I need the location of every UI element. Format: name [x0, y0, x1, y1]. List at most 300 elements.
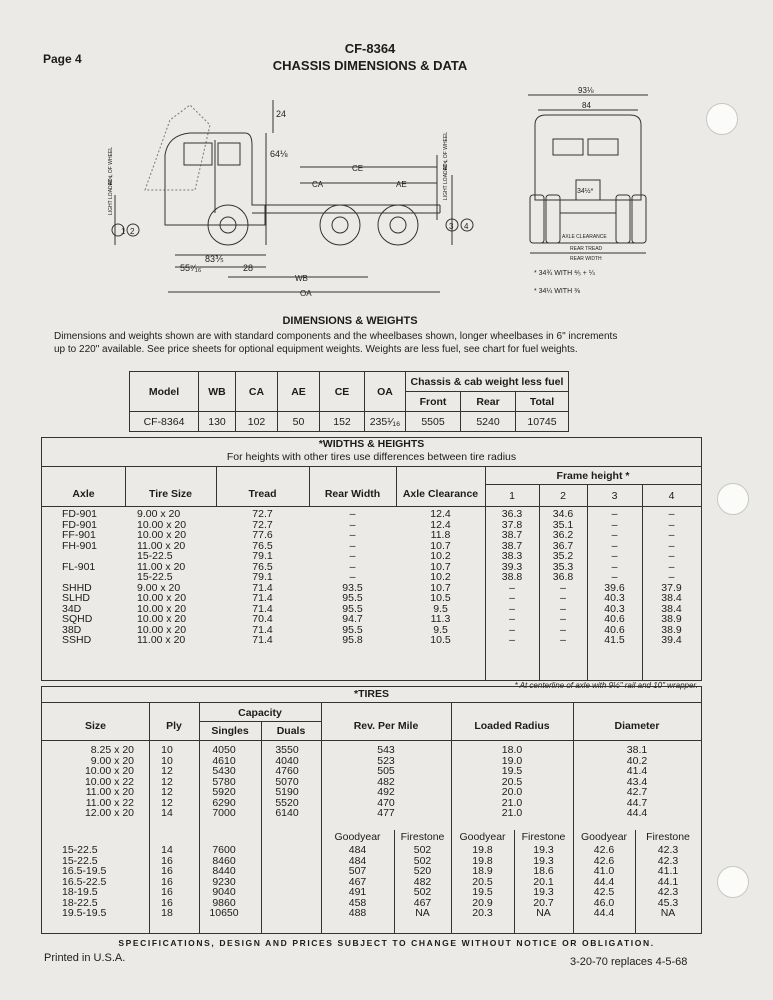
g2-diameter-firestone-column — [635, 845, 701, 919]
table-cell: 37.8 — [501, 518, 523, 531]
widths-heights-title: *WIDTHS & HEIGHTS — [318, 438, 425, 450]
model-code: CF-8364 — [344, 41, 396, 56]
table-cell: 16 — [161, 865, 173, 877]
table-cell: 15-22.5 — [137, 571, 173, 583]
table-cell: 11.00 x 20 — [137, 539, 186, 552]
revision-label: 3-20-70 replaces 4-5-68 — [570, 956, 688, 968]
hdr-singles: Singles — [211, 725, 249, 737]
table-cell: 40.6 — [604, 613, 625, 625]
table-cell: – — [668, 508, 675, 520]
table-cell: 6140 — [275, 807, 299, 819]
table-cell: 9.00 x 20 — [90, 754, 134, 767]
table-cell: 42.6 — [593, 854, 615, 867]
table-cell: 35.3 — [552, 560, 574, 573]
hdr-ce: CE — [320, 372, 365, 412]
table-cell: – — [349, 508, 356, 520]
cell-wb: 130 — [199, 412, 236, 432]
table-cell: FD-901 — [62, 518, 98, 531]
table-cell: 10.00 x 20 — [84, 765, 134, 777]
hdr-loaded-radius: Loaded Radius — [474, 720, 550, 732]
table-cell: 40.3 — [604, 592, 625, 604]
table-cell: 4050 — [212, 744, 236, 756]
table-row — [130, 412, 569, 432]
hdr-ply: Ply — [166, 720, 182, 732]
table-cell: 458 — [348, 896, 367, 909]
table-cell: 40.3 — [604, 602, 625, 615]
table-cell: 467 — [348, 875, 367, 888]
table-cell: 6290 — [212, 796, 236, 809]
table-cell: 12.4 — [430, 508, 451, 520]
table-cell: 18.0 — [501, 744, 523, 756]
table-cell: 10.00 x 20 — [137, 529, 187, 541]
cell-ce: 152 — [320, 412, 365, 432]
table-cell: 19.5 — [501, 765, 523, 777]
g2-rev-firestone-column — [394, 845, 451, 919]
table-cell: 36.2 — [552, 529, 574, 541]
table-cell: 4040 — [275, 754, 299, 767]
table-cell: 94.7 — [342, 613, 363, 625]
table-cell: 16 — [161, 875, 173, 888]
frame-height-3-column — [587, 509, 642, 646]
table-cell: – — [509, 602, 515, 615]
table-cell: – — [611, 518, 618, 531]
table-cell: 12 — [161, 786, 173, 798]
dim-84: 84 — [582, 101, 591, 110]
frame-height-2-column — [539, 509, 587, 646]
page-label: Page 4 — [43, 52, 82, 66]
table-cell: 38.7 — [501, 529, 523, 541]
table-cell: SSHD — [62, 634, 92, 646]
dimensions-heading: DIMENSIONS & WEIGHTS — [282, 315, 418, 327]
table-cell: 9.00 x 20 — [137, 581, 181, 594]
table-cell: SQHD — [62, 613, 93, 625]
table-cell: 18-22.5 — [62, 896, 98, 909]
binder-hole-bottom — [717, 866, 749, 898]
table-cell: 39.4 — [661, 634, 682, 646]
table-cell: 38.7 — [501, 539, 523, 552]
rev-goodyear-label: Goodyear — [334, 831, 381, 843]
dia-firestone-label: Firestone — [646, 831, 690, 843]
table-cell: 14 — [161, 844, 173, 856]
table-cell: – — [349, 518, 356, 531]
table-cell: 71.4 — [252, 634, 273, 646]
table-cell: 10.2 — [430, 571, 451, 583]
hdr-rear-width: Rear Width — [324, 488, 381, 500]
dim-ca: CA — [312, 180, 324, 189]
page-title — [220, 40, 520, 74]
table-cell: 488 — [348, 907, 367, 919]
table-cell: – — [668, 571, 675, 583]
table-cell: FL-901 — [62, 560, 96, 573]
table-cell: 42.3 — [657, 854, 679, 867]
hdr-oa: OA — [365, 372, 406, 412]
hdr-rev-per-mile: Rev. Per Mile — [353, 720, 419, 732]
hdr-tread: Tread — [248, 488, 277, 500]
g2-ply-column — [149, 845, 185, 919]
table-cell: 19.8 — [472, 854, 493, 867]
table-cell: 18 — [161, 907, 173, 919]
table-cell: 7000 — [212, 807, 236, 819]
g2-singles-column — [199, 845, 249, 919]
right-light-loaded-label: LIGHT LOADED — [443, 163, 449, 200]
disclaimer: SPECIFICATIONS, DESIGN AND PRICES SUBJECT TO CHANGE WITHOUT NOTICE OR OBLIGATION. — [118, 938, 655, 948]
table-cell: 34D — [62, 602, 82, 615]
binder-hole-middle — [717, 483, 749, 515]
dim-28: 28 — [243, 263, 254, 273]
table-cell: – — [560, 613, 566, 625]
table-cell: – — [668, 539, 675, 552]
table-cell: 11.00 x 20 — [85, 786, 134, 798]
table-cell: 523 — [377, 754, 395, 767]
table-cell: 40.6 — [604, 623, 625, 636]
table-cell: 38.4 — [661, 592, 682, 604]
g2-radius-firestone-column — [514, 845, 573, 919]
table-cell: 41.4 — [626, 765, 648, 777]
dia-goodyear-label: Goodyear — [580, 831, 628, 843]
cell-model: CF-8364 — [130, 412, 199, 432]
table-cell: 10.7 — [430, 581, 451, 594]
table-cell: 10 — [161, 754, 173, 767]
cell-ae: 50 — [278, 412, 320, 432]
table-cell: 71.4 — [252, 592, 273, 604]
hdr-tire-size: Tire Size — [149, 488, 192, 500]
table-cell: 20.1 — [533, 875, 554, 888]
g1-ply-column — [149, 745, 185, 819]
frame-height-footnote: * At centerline of axle with 9½" rail and 10" wrapper. — [514, 681, 698, 690]
table-cell: 502 — [413, 854, 432, 867]
table-cell: 9230 — [212, 875, 236, 888]
g1-rev-column — [321, 745, 451, 819]
table-cell: 3550 — [275, 744, 299, 756]
table-cell: 46.0 — [593, 896, 615, 909]
hdr-capacity: Capacity — [238, 707, 282, 719]
radius-firestone-label: Firestone — [521, 831, 566, 843]
table-cell: 36.8 — [552, 571, 574, 583]
hdr-fh-1: 1 — [509, 490, 515, 502]
dim-64: 64⅛ — [270, 149, 288, 159]
table-cell: 38.8 — [501, 571, 523, 583]
table-cell: 10.2 — [430, 550, 451, 562]
table-cell: 76.5 — [252, 539, 273, 552]
frame-height-4-column — [642, 509, 701, 646]
table-cell: 19.3 — [533, 854, 554, 867]
table-cell: – — [349, 539, 356, 552]
dimensions-note-line-1: Dimensions and weights shown are with standard components and the wheelbases shown, longer wheelbases in 6" increments — [54, 331, 618, 342]
table-cell: – — [509, 592, 515, 604]
hdr-ae: AE — [278, 372, 320, 412]
left-light-loaded-label: LIGHT LOADED — [108, 178, 114, 215]
table-cell: 79.1 — [252, 571, 273, 583]
radius-goodyear-label: Goodyear — [459, 831, 506, 843]
hdr-rear: Rear — [461, 392, 516, 412]
table-cell: 44.7 — [626, 796, 648, 809]
hdr-fh-4: 4 — [668, 490, 675, 502]
table-cell: 42.7 — [626, 786, 648, 798]
table-cell: 482 — [413, 875, 432, 888]
printed-in-label: Printed in U.S.A. — [44, 952, 126, 964]
model-weight-table — [129, 371, 569, 432]
table-cell: 39.3 — [501, 560, 523, 573]
table-cell: 20.3 — [472, 907, 493, 919]
title-heading: CHASSIS DIMENSIONS & DATA — [272, 58, 468, 73]
g1-diameter-column — [573, 745, 701, 819]
marker-1: 1 — [121, 227, 126, 236]
table-cell: 19.5-19.5 — [62, 907, 107, 919]
g2-size-column — [62, 845, 148, 919]
dimensions-notes — [54, 330, 617, 356]
table-cell: 520 — [413, 865, 432, 877]
table-cell: SHHD — [62, 581, 92, 594]
table-cell: – — [668, 550, 675, 562]
g2-diameter-goodyear-column — [573, 845, 635, 919]
table-cell: 20.0 — [501, 786, 523, 798]
g1-singles-column — [199, 745, 249, 819]
hdr-ca: CA — [236, 372, 278, 412]
table-cell: 36.7 — [552, 539, 574, 552]
table-cell: 95.5 — [342, 623, 363, 636]
table-cell: 44.1 — [657, 875, 679, 888]
table-cell: 8460 — [212, 854, 236, 867]
table-cell: 38.9 — [661, 613, 682, 625]
table-cell: 93.5 — [342, 581, 363, 594]
table-cell: 9.5 — [433, 602, 448, 615]
table-cell: 21.0 — [501, 807, 523, 819]
table-cell: 5070 — [275, 775, 299, 788]
table-cell: 16.5-19.5 — [62, 865, 107, 877]
hdr-total: Total — [516, 392, 569, 412]
table-cell: 10.00 x 20 — [137, 613, 187, 625]
table-cell: 470 — [377, 796, 395, 809]
g2-radius-goodyear-column — [451, 845, 514, 919]
table-cell: 43.4 — [626, 775, 648, 788]
table-cell: 39.6 — [604, 581, 625, 594]
table-cell: 502 — [413, 844, 432, 856]
tires-table — [41, 686, 702, 934]
table-cell: – — [349, 550, 356, 562]
table-cell: 71.4 — [252, 623, 273, 636]
table-cell: 11.8 — [430, 529, 451, 541]
table-cell: 16.5-22.5 — [62, 875, 107, 888]
hdr-front: Front — [406, 392, 461, 412]
rear-width-column — [309, 509, 396, 646]
table-cell: 7600 — [212, 844, 236, 856]
front-note-1: * 34¾ WITH ⅘ + ¼ — [534, 270, 595, 277]
table-cell: – — [668, 529, 675, 541]
table-cell: – — [560, 581, 566, 594]
hdr-axle: Axle — [72, 488, 95, 500]
table-cell: – — [611, 560, 618, 573]
table-cell: – — [560, 592, 566, 604]
table-cell: 16 — [161, 886, 173, 898]
table-cell: 38D — [62, 623, 82, 636]
table-cell: – — [349, 571, 356, 583]
table-cell: NA — [660, 907, 676, 919]
table-cell: 20.5 — [472, 875, 493, 888]
table-cell: 72.7 — [252, 518, 273, 531]
side-view-diagram — [100, 95, 490, 305]
table-cell: 76.5 — [252, 560, 273, 573]
table-cell: 10.00 x 20 — [137, 592, 187, 604]
table-cell: 95.5 — [342, 602, 363, 615]
table-cell: 21.0 — [501, 796, 523, 809]
table-cell: 12.4 — [430, 518, 451, 531]
table-cell — [62, 551, 124, 562]
table-cell: 543 — [377, 744, 395, 756]
dim-ae: AE — [396, 180, 407, 189]
table-cell: 42.6 — [593, 844, 615, 856]
hdr-wb: WB — [199, 372, 236, 412]
table-cell: 8440 — [212, 865, 236, 877]
tread-column — [216, 509, 309, 646]
table-cell: 20.7 — [533, 896, 554, 909]
table-cell: 71.4 — [252, 602, 273, 615]
cell-oa: 235¹⁄₁₆ — [365, 412, 406, 432]
left-at-cl-label: AT ℄ OF WHEEL — [108, 146, 114, 185]
hdr-weight-group: Chassis & cab weight less fuel — [406, 372, 569, 392]
table-cell: – — [668, 518, 675, 531]
table-cell: 9.00 x 20 — [137, 508, 181, 520]
hdr-duals: Duals — [276, 725, 306, 737]
dim-55: 55⁷⁄₁₆ — [180, 263, 202, 273]
table-cell: FH-901 — [62, 539, 98, 552]
table-cell: 492 — [377, 786, 395, 798]
table-cell: 10.00 x 20 — [137, 518, 187, 531]
table-cell: 42.3 — [657, 844, 679, 856]
g2-rev-goodyear-column — [321, 845, 394, 919]
table-cell: 12 — [161, 796, 173, 809]
table-cell: 38.4 — [661, 602, 682, 615]
table-cell: 11.3 — [430, 613, 451, 625]
table-cell: 19.3 — [533, 844, 554, 856]
table-cell: 10.7 — [430, 539, 451, 552]
table-cell: 20.5 — [501, 775, 523, 788]
hdr-diameter: Diameter — [614, 720, 660, 732]
dim-oa: OA — [300, 289, 312, 298]
table-cell: FF-901 — [62, 529, 96, 541]
table-cell: 45.3 — [657, 896, 679, 909]
table-cell: – — [668, 560, 675, 573]
table-cell: 42.3 — [657, 886, 679, 898]
hdr-model: Model — [130, 372, 199, 412]
g1-duals-column — [261, 745, 313, 819]
table-cell: 5190 — [275, 786, 299, 798]
table-cell: 9.5 — [433, 623, 448, 636]
hdr-fh-3: 3 — [611, 490, 618, 502]
table-cell: 44.4 — [626, 807, 648, 819]
table-cell: 35.2 — [552, 550, 574, 562]
table-cell: 18-19.5 — [62, 886, 98, 898]
cell-ca: 102 — [236, 412, 278, 432]
table-cell: – — [509, 623, 515, 636]
table-cell: 505 — [377, 765, 395, 777]
table-cell: 10650 — [209, 907, 239, 919]
widths-heights-subtitle: For heights with other tires use differences between tire radius — [226, 451, 517, 463]
table-cell: 10.5 — [430, 592, 451, 604]
table-cell: 484 — [348, 854, 367, 867]
table-cell: 16 — [161, 854, 173, 867]
table-cell: 10.7 — [430, 560, 451, 573]
table-cell: 5430 — [212, 765, 236, 777]
dimensions-note-line-2: up to 220" available. See price sheets for optional equipment weights. Weights are less fuel, see chart for fuel weights. — [54, 344, 578, 355]
hdr-axle-clearance: Axle Clearance — [402, 488, 479, 500]
table-cell: 36.3 — [501, 508, 523, 520]
table-cell: 4760 — [275, 765, 299, 777]
table-cell: 10.00 x 20 — [137, 623, 187, 636]
table-cell: 491 — [348, 886, 367, 898]
rev-firestone-label: Firestone — [400, 831, 445, 843]
frame-height-1-column — [485, 509, 539, 646]
binder-hole-top — [706, 103, 738, 135]
table-cell — [62, 572, 124, 583]
dim-34: 34½* — [577, 188, 594, 195]
table-cell: 10.00 x 20 — [137, 602, 187, 615]
table-cell: 10.00 x 22 — [84, 775, 134, 788]
table-cell: FD-901 — [62, 508, 98, 520]
cell-front: 5505 — [406, 412, 461, 432]
table-cell: – — [560, 634, 566, 646]
table-cell: 10.5 — [430, 634, 451, 646]
dim-24: 24 — [276, 109, 287, 119]
table-cell: 77.6 — [252, 529, 273, 541]
table-cell: SLHD — [62, 592, 91, 604]
table-cell: 38.1 — [626, 744, 648, 756]
cell-total: 10745 — [516, 412, 569, 432]
table-cell: 5520 — [275, 796, 299, 809]
table-cell: – — [560, 602, 566, 615]
table-cell: 5920 — [212, 786, 236, 798]
table-cell: – — [349, 560, 356, 573]
table-cell: 12.00 x 20 — [84, 807, 134, 819]
table-cell: – — [509, 581, 515, 594]
table-cell: NA — [536, 907, 551, 919]
cell-rear: 5240 — [461, 412, 516, 432]
table-cell: 72.7 — [252, 508, 273, 520]
axle-column — [62, 509, 124, 646]
table-cell: – — [349, 529, 356, 541]
axle-clearance-label: AXLE CLEARANCE — [562, 234, 607, 240]
table-cell: 12 — [161, 775, 173, 788]
axle-clearance-column — [396, 509, 485, 646]
hdr-frame-height: Frame height * — [556, 470, 630, 482]
table-cell: 41.1 — [657, 865, 679, 877]
right-at-cl-label: AT ℄ OF WHEEL — [443, 131, 449, 170]
table-cell: 4610 — [212, 754, 236, 767]
table-cell: – — [611, 571, 618, 583]
table-cell: 11.00 x 20 — [137, 560, 186, 573]
table-cell: 9860 — [212, 896, 236, 909]
table-cell: 79.1 — [252, 550, 273, 562]
dim-wb: WB — [295, 274, 308, 283]
marker-2: 2 — [130, 227, 135, 236]
table-cell: 42.5 — [593, 886, 615, 898]
table-cell: 15-22.5 — [137, 550, 173, 562]
table-cell: 12 — [161, 765, 173, 777]
table-cell: – — [611, 539, 618, 552]
table-cell: 71.4 — [252, 581, 273, 594]
hdr-size: Size — [84, 720, 106, 732]
table-cell: 15-22.5 — [62, 854, 98, 867]
table-cell: – — [611, 508, 618, 520]
table-cell: 507 — [348, 865, 367, 877]
tires-title: *TIRES — [353, 688, 389, 700]
marker-3: 3 — [449, 222, 454, 231]
table-cell: 19.3 — [533, 886, 554, 898]
table-cell: 11.00 x 22 — [85, 796, 134, 809]
table-cell: 18.6 — [533, 865, 554, 877]
g1-size-column — [42, 745, 134, 819]
table-cell: 10 — [161, 744, 173, 756]
dim-93: 93⅛ — [578, 86, 594, 95]
